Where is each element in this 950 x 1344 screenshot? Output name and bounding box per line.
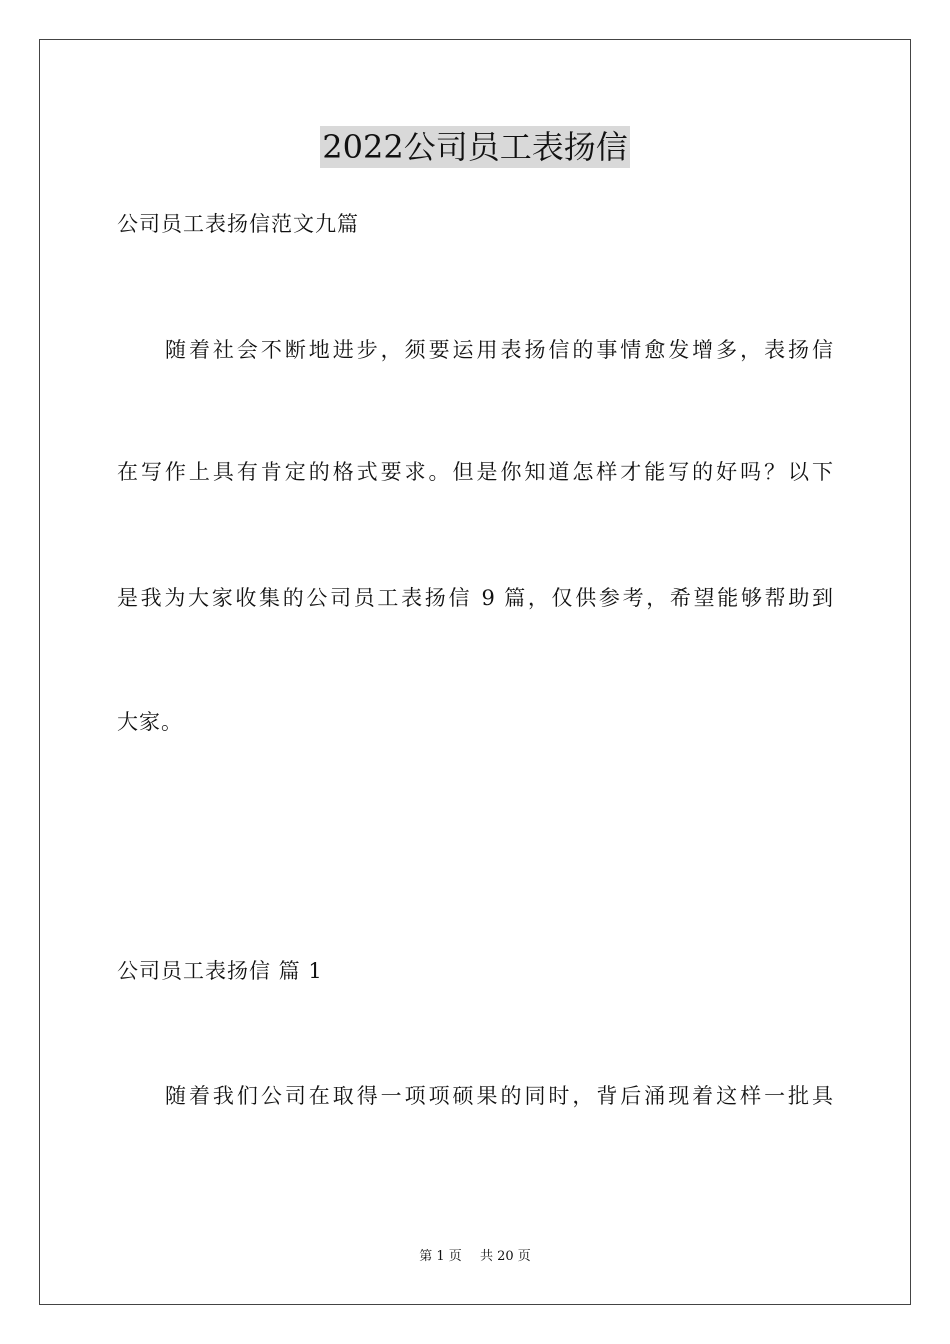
page-number-total: 共 20 页 bbox=[479, 1249, 531, 1264]
intro-line-1: 随着社会不断地进步，须要运用表扬信的事情愈发增多，表扬信 bbox=[165, 338, 833, 362]
intro-line-4: 大家。 bbox=[117, 710, 183, 734]
intro-line-3: 是我为大家收集的公司员工表扬信 9 篇，仅供参考，希望能够帮助到 bbox=[117, 586, 833, 610]
section-heading: 公司员工表扬信 篇 1 bbox=[117, 959, 323, 983]
page-number-current: 第 1 页 bbox=[419, 1249, 462, 1264]
document-title bbox=[0, 126, 950, 168]
page-footer bbox=[0, 1248, 950, 1266]
document-subtitle: 公司员工表扬信范文九篇 bbox=[117, 212, 359, 236]
intro-line-2: 在写作上具有肯定的格式要求。但是你知道怎样才能写的好吗？以下 bbox=[117, 460, 833, 484]
document-title-text: 2022公司员工表扬信 bbox=[322, 128, 628, 166]
section-first-line: 随着我们公司在取得一项项硕果的同时，背后涌现着这样一批具 bbox=[165, 1084, 833, 1108]
